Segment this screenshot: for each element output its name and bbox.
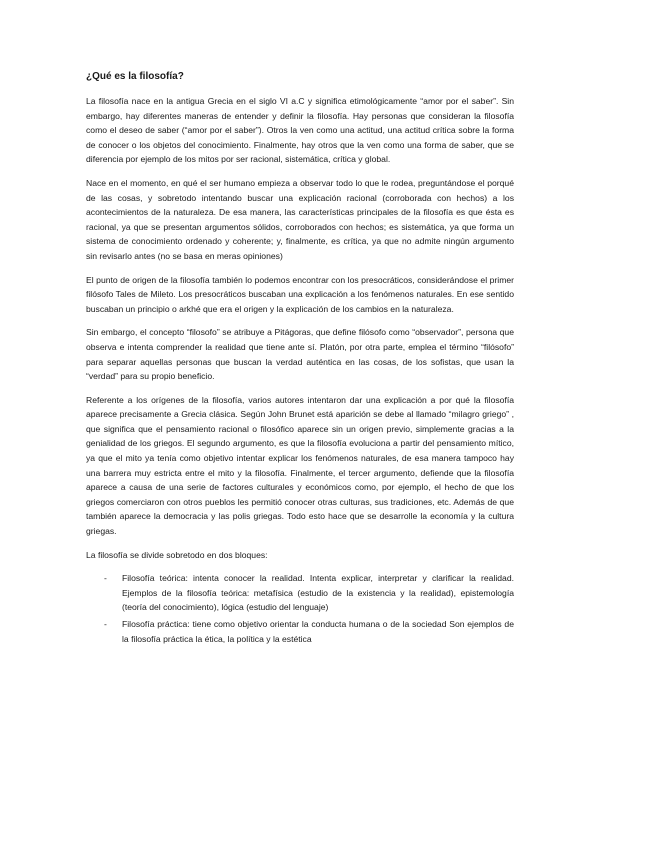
paragraph-4: Sin embargo, el concepto “filosofo” se atribuye a Pitágoras, que define filósofo como “observador”, persona que observa e intenta comprender la realidad que tiene ante sí. Platón, por otra parte, emplea el término “filósofo” para separar aquellas personas que buscan la verdad auténtica en las cosas, de los sofistas, que usan la “verdad” para su propio beneficio. — [86, 327, 514, 382]
paragraph-3: El punto de origen de la filosofía también lo podemos encontrar con los presocráticos, considerándose el primer filósofo Tales de Mileto. Los presocráticos buscaban una explicación a los fenómenos naturales. En ese sentido buscaban un principio o arkhé que era el origen y la explicación de los cambios en la naturaleza. — [86, 274, 514, 314]
paragraph-6: La filosofía se divide sobretodo en dos bloques: — [86, 549, 268, 560]
document-page — [86, 70, 514, 648]
list-item-text: Filosofía teórica: intenta conocer la realidad. Intenta explicar, interpretar y clarificar la realidad. Ejemplos de la filosofía teórica: metafísica (estudio de la existencia y la realidad), epistemología (teoría del conocimiento), lógica (estudio del lenguaje) — [122, 573, 514, 613]
bullet-marker: - — [104, 573, 107, 584]
bullet-marker: - — [104, 619, 107, 629]
bullet-list — [86, 571, 514, 646]
list-item-text: Filosofía práctica: tiene como objetivo orientar la conducta humana o de la sociedad Son ejemplos de la filosofía práctica la ética, la política y la estética — [122, 619, 514, 644]
paragraph-1: La filosofía nace en la antigua Grecia en el siglo VI a.C y significa etimológicamente “amor por el saber”. Sin embargo, hay diferentes maneras de entender y definir la filosofía. Hay personas que consideran la filosofía como el deseo de saber (“amor por el saber”). Otros la ven como una actitud, una actitud crítica sobre la forma de conocer o los objetos del conocimiento. Finalmente, hay otros que la ven como una forma de saber, que se diferencia por ejemplo de los mitos por ser racional, sistemática, crítica y global. — [86, 96, 514, 165]
paragraph-5: Referente a los orígenes de la filosofía, varios autores intentaron dar una explicación a por qué la filosofía aparece precisamente a Grecia clásica. Según John Brunet está aparición se debe al llamado “milagro griego” , que significa que el pensamiento racional o filosófico aparece sin un origen previo, simplemente gracias a la genialidad de los griegos. El segundo argumento, es que la filosofía evoluciona a partir del pensamiento mítico, ya que el mito ya tenía como objetivo intentar explicar los fenómenos naturales, de esa manera tampoco hay una barrera muy estricta entre el mito y la filosofía. Finalmente, el tercer argumento, defiende que la filosofía aparece a causa de una serie de factores culturales y económicos como, por ejemplo, el hecho de que los griegos comerciaron con otros pueblos les permitió conocer otras culturas, sus tradiciones, etc. Además de que también aparece la democracia y las polis griegas. Todo esto hace que se desarrolle la economía y la cultura griegas. — [86, 394, 514, 537]
page-title: ¿Qué es la filosofía? — [86, 71, 184, 82]
paragraph-2: Nace en el momento, en qué el ser humano empieza a observar todo lo que le rodea, preguntándose el porqué de las cosas, y sobretodo intentando buscar una explicación racional (corroborada con hechos) a los acontecimientos de la naturaleza. De esa manera, las características principales de la filosofía es que ésta es racional, ya que se presentan argumentos sólidos, corroborados con hechos; es sistemática, ya que forma un sistema de conocimiento ordenado y coherente; y, finalmente, es crítica, ya que no admite ningún argumento sin revisarlo antes (no se basa en meras opiniones) — [86, 177, 514, 261]
list-item — [86, 617, 514, 646]
list-item — [86, 571, 514, 615]
